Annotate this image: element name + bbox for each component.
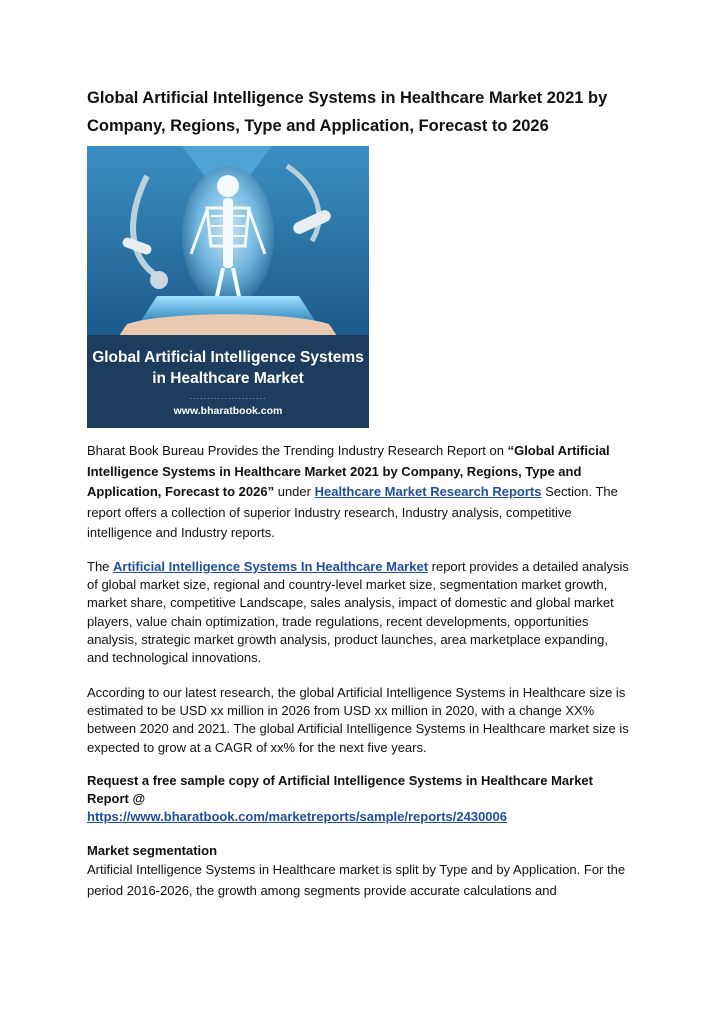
sample-request-paragraph	[87, 772, 632, 826]
intro-report-title: “Global Artificial Intelligence Systems in Healthcare Market 2021 by Company, Regions, Type and Application, Forecast to 2026”	[87, 443, 610, 500]
research-paragraph: According to our latest research, the global Artificial Intelligence Systems in Healthcare size is estimated to be USD xx million in 2026 from USD xx million in 2020, with a change XX% between 2020 and 2021. The global Artificial Intelligence Systems in Healthcare market size is expected to grow at a CAGR of xx% for the next five years.	[87, 685, 629, 755]
cover-title: Global Artificial Intelligence Systems in Healthcare Market	[92, 349, 364, 387]
segmentation-text: Artificial Intelligence Systems in Healthcare market is split by Type and by Application. For the period 2016-2026, the growth among segments provide accurate calculations and	[87, 862, 626, 898]
healthcare-reports-link[interactable]: Healthcare Market Research Reports	[314, 484, 542, 500]
sample-request-text: Request a free sample copy of Artificial Intelligence Systems in Healthcare Market Report @	[87, 773, 593, 806]
overview-text-before: The	[87, 559, 114, 574]
intro-paragraph	[87, 441, 632, 544]
document-title: Global Artificial Intelligence Systems in Healthcare Market 2021 by Company, Regions, Type and Application, Forecast to 2026	[87, 89, 608, 135]
segmentation-section	[87, 842, 632, 901]
market-report-link[interactable]: Artificial Intelligence Systems In Healthcare Market	[113, 559, 429, 574]
overview-text-after: report provides a detailed analysis of global market size, regional and country-level market size, segmentation market growth, market share, competitive Landscape, sales analysis, impact of domestic and global market players, value chain optimization, trade regulations, recent developments, opportunities analysis, strategic market growth analysis, product launches, area marketplace expanding, and technological innovations.	[87, 559, 629, 666]
intro-text-before: Bharat Book Bureau Provides the Trending Industry Research Report on	[87, 443, 508, 458]
overview-paragraph	[87, 558, 632, 667]
sample-request-link[interactable]: https://www.bharatbook.com/marketreports/sample/reports/2430006	[87, 809, 507, 824]
intro-text-after: Section. The report offers a collection of superior Industry research, Industry analysis, competitive intelligence and Industry reports.	[87, 484, 618, 541]
cover-dots: ......................	[189, 391, 267, 401]
intro-text-under: under	[274, 484, 315, 500]
segmentation-heading: Market segmentation	[87, 843, 218, 858]
cover-title-band	[87, 335, 369, 428]
cover-image	[87, 146, 369, 428]
cover-url: www.bharatbook.com	[173, 405, 283, 417]
